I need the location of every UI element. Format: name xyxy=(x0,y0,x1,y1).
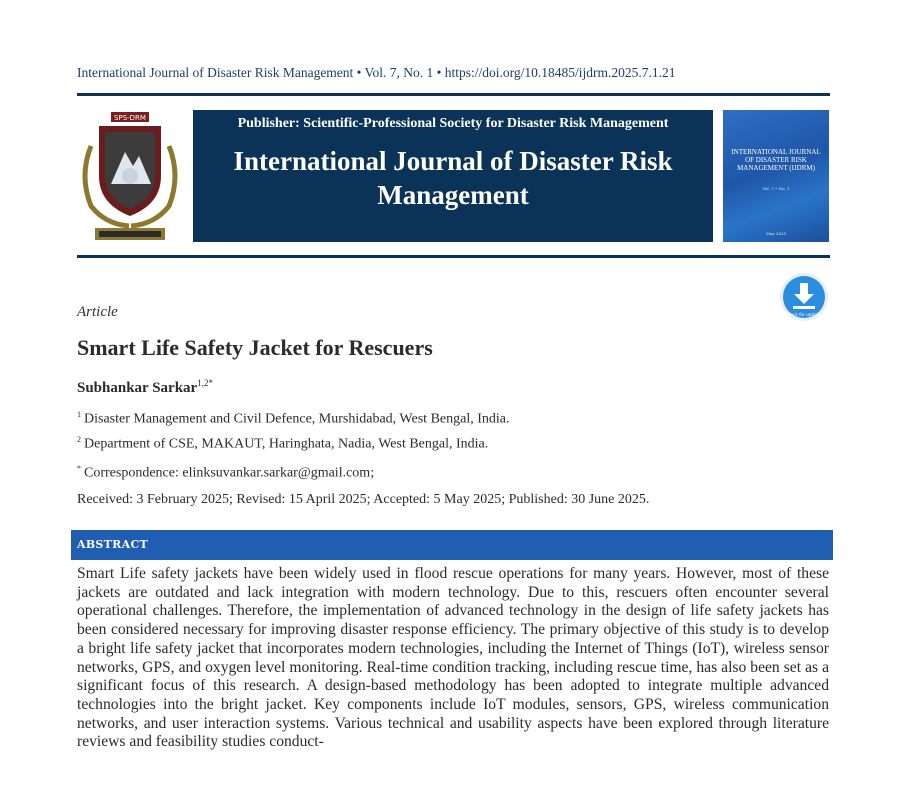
abstract-heading: ABSTRACT xyxy=(77,538,148,551)
journal-cover xyxy=(723,110,829,242)
cover-volume: Vol. 7 • No. 1 xyxy=(762,186,790,191)
journal-title: International Journal of Disaster Risk Management xyxy=(233,146,673,210)
check-for-updates-button[interactable] xyxy=(779,272,829,322)
article-dates: Received: 3 February 2025; Revised: 15 April 2025; Accepted: 5 May 2025; Published: 30 June 2025. xyxy=(77,492,650,507)
download-icon xyxy=(779,272,829,322)
correspondence xyxy=(77,464,374,482)
affiliation-2 xyxy=(77,435,488,453)
article-type: Article xyxy=(77,304,118,320)
affiliation-text: Department of CSE, MAKAUT, Haringhata, Nadia, West Bengal, India. xyxy=(84,436,489,452)
cover-title: INTERNATIONAL JOURNAL OF DISASTER RISK MANAGEMENT (IJDRM) xyxy=(731,148,821,172)
running-head: International Journal of Disaster Risk Management • Vol. 7, No. 1 • https://doi.org/10.18485/ijdrm.2025.7.1.21 xyxy=(77,65,676,80)
header-rule-bottom xyxy=(77,255,830,258)
affiliation-mark: 1 xyxy=(77,410,81,419)
author-name: Subhankar Sarkar xyxy=(77,380,198,396)
header-rule-top xyxy=(77,93,830,96)
logo-text: SPS-DRM xyxy=(114,114,146,122)
publisher-line: Publisher: Scientific-Professional Society for Disaster Risk Management xyxy=(237,116,669,131)
correspondence-email[interactable]: Correspondence: elinksuvankar.sarkar@gmail.com; xyxy=(84,465,375,481)
affiliation-1 xyxy=(77,410,510,428)
society-crest-icon xyxy=(77,106,183,244)
abstract-heading-bar xyxy=(71,530,833,560)
article-title: Smart Life Safety Jacket for Rescuers xyxy=(77,335,433,360)
author-marks: 1,2* xyxy=(197,378,213,388)
affiliation-text: Disaster Management and Civil Defence, Murshidabad, West Bengal, India. xyxy=(84,411,510,427)
affiliation-mark: 2 xyxy=(77,435,81,444)
correspondence-mark: * xyxy=(77,464,81,473)
check-updates-label: Check for updates xyxy=(784,312,824,317)
author xyxy=(77,378,213,397)
abstract-text: Smart Life safety jackets have been widely used in flood rescue operations for many years. However, most of these jackets are outdated and lack integration with modern technology. Due to this, rescuers often encounter several operational challenges. Therefore, the implementation of advanced technology in the design of life safety jackets has been considered necessary for improving disaster response efficiency. The primary objective of this study is to develop a bright life safety jacket that incorporates modern technologies, including the Internet of Things (IoT), wireless sensor networks, GPS, and oxygen level monitoring. Real-time condition tracking, including rescue time, has also been set as a significant focus of this research. A design-based methodology has been adopted to integrate multiple advanced technologies into the bright jacket. Key components include IoT modules, sensors, GPS, wireless communication networks, and user interaction systems. Various technical and usability aspects have been explored through literature reviews and feasibility studies conduct- xyxy=(77,565,829,751)
journal-banner xyxy=(193,110,713,242)
society-logo xyxy=(77,106,183,244)
cover-date: May 2025 xyxy=(765,231,787,236)
